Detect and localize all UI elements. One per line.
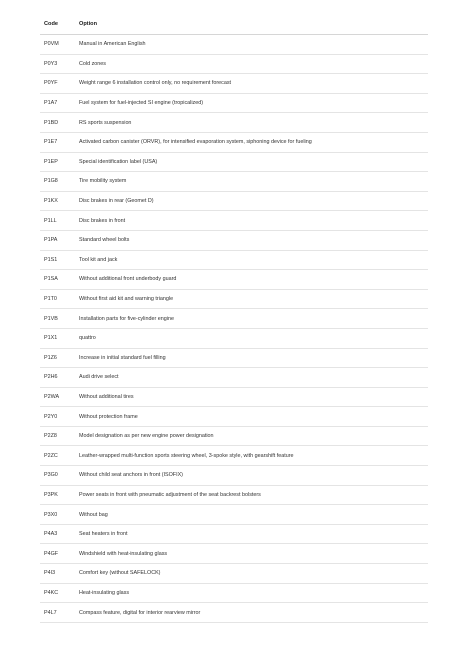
option-description: quattro [75,328,428,348]
option-description: Manual in American English [75,35,428,55]
option-description: Without protection frame [75,407,428,427]
table-row [40,93,428,113]
table-row [40,348,428,368]
option-description: Increase in initial standard fuel filling [75,348,428,368]
option-description: Weight range 6 installation control only, no requirement forecast [75,74,428,94]
option-code: P2Y0 [40,407,75,427]
table-row [40,35,428,55]
option-code: P2WA [40,387,75,407]
table-row [40,485,428,505]
table-row [40,191,428,211]
table-row [40,289,428,309]
table-row [40,426,428,446]
option-description: Tool kit and jack [75,250,428,270]
option-description: Compass feature, digital for interior rearview mirror [75,603,428,623]
option-code: P1Z6 [40,348,75,368]
option-description: Special identification label (USA) [75,152,428,172]
option-code: P2Z8 [40,426,75,446]
option-description: Seat heaters in front [75,524,428,544]
option-code: P1EP [40,152,75,172]
option-code: P4A3 [40,524,75,544]
option-description: Model designation as per new engine power designation [75,426,428,446]
option-description: Disc brakes in front [75,211,428,231]
options-document [40,14,428,623]
option-code: P3PK [40,485,75,505]
option-description: Without additional front underbody guard [75,270,428,290]
option-code: P1KX [40,191,75,211]
option-code: P1E7 [40,132,75,152]
options-table [40,14,428,623]
option-description: Windshield with heat-insulating glass [75,544,428,564]
option-description: Fuel system for fuel-injected SI engine (tropicalized) [75,93,428,113]
option-code: P1S1 [40,250,75,270]
option-description: Without first aid kit and warning triangle [75,289,428,309]
option-code: P0YF [40,74,75,94]
table-row [40,387,428,407]
option-code: P3X0 [40,505,75,525]
table-row [40,564,428,584]
option-code: P2ZC [40,446,75,466]
table-row [40,211,428,231]
code-column-header: Code [40,14,75,35]
table-header-row [40,14,428,35]
table-row [40,583,428,603]
table-row [40,113,428,133]
option-description: Comfort key (without SAFELOCK) [75,564,428,584]
option-description: Installation parts for five-cylinder engine [75,309,428,329]
option-description: Tire mobility system [75,172,428,192]
table-row [40,446,428,466]
option-description: Disc brakes in rear (Geomet D) [75,191,428,211]
option-description: Standard wheel bolts [75,230,428,250]
option-code: P4L7 [40,603,75,623]
option-code: P1X1 [40,328,75,348]
option-code: P4I3 [40,564,75,584]
table-row [40,250,428,270]
table-row [40,466,428,486]
option-code: P1BD [40,113,75,133]
table-row [40,230,428,250]
table-row [40,505,428,525]
option-column-header: Option [75,14,428,35]
table-row [40,74,428,94]
option-description: Power seats in front with pneumatic adjustment of the seat backrest bolsters [75,485,428,505]
table-row [40,54,428,74]
table-row [40,603,428,623]
table-row [40,309,428,329]
option-code: P4KC [40,583,75,603]
option-code: P3G0 [40,466,75,486]
option-description: Without bag [75,505,428,525]
option-description: Without additional tires [75,387,428,407]
option-description: Leather-wrapped multi-function sports steering wheel, 3-spoke style, with gearshift feature [75,446,428,466]
option-code: P0VM [40,35,75,55]
option-code: P0Y3 [40,54,75,74]
table-row [40,132,428,152]
option-description: Activated carbon canister (ORVR), for intensified evaporation system, siphoning device for fueling [75,132,428,152]
option-description: RS sports suspension [75,113,428,133]
option-code: P4GF [40,544,75,564]
option-code: P2H6 [40,368,75,388]
table-row [40,368,428,388]
option-description: Audi drive select [75,368,428,388]
table-row [40,152,428,172]
option-code: P1A7 [40,93,75,113]
table-row [40,524,428,544]
table-row [40,172,428,192]
option-description: Cold zones [75,54,428,74]
table-row [40,328,428,348]
option-description: Heat-insulating glass [75,583,428,603]
option-code: P1G8 [40,172,75,192]
option-code: P1LL [40,211,75,231]
table-row [40,407,428,427]
option-code: P1PA [40,230,75,250]
table-row [40,544,428,564]
options-table-body [40,35,428,623]
option-code: P1T0 [40,289,75,309]
option-code: P1SA [40,270,75,290]
option-code: P1VB [40,309,75,329]
option-description: Without child seat anchors in front (ISOFIX) [75,466,428,486]
table-row [40,270,428,290]
